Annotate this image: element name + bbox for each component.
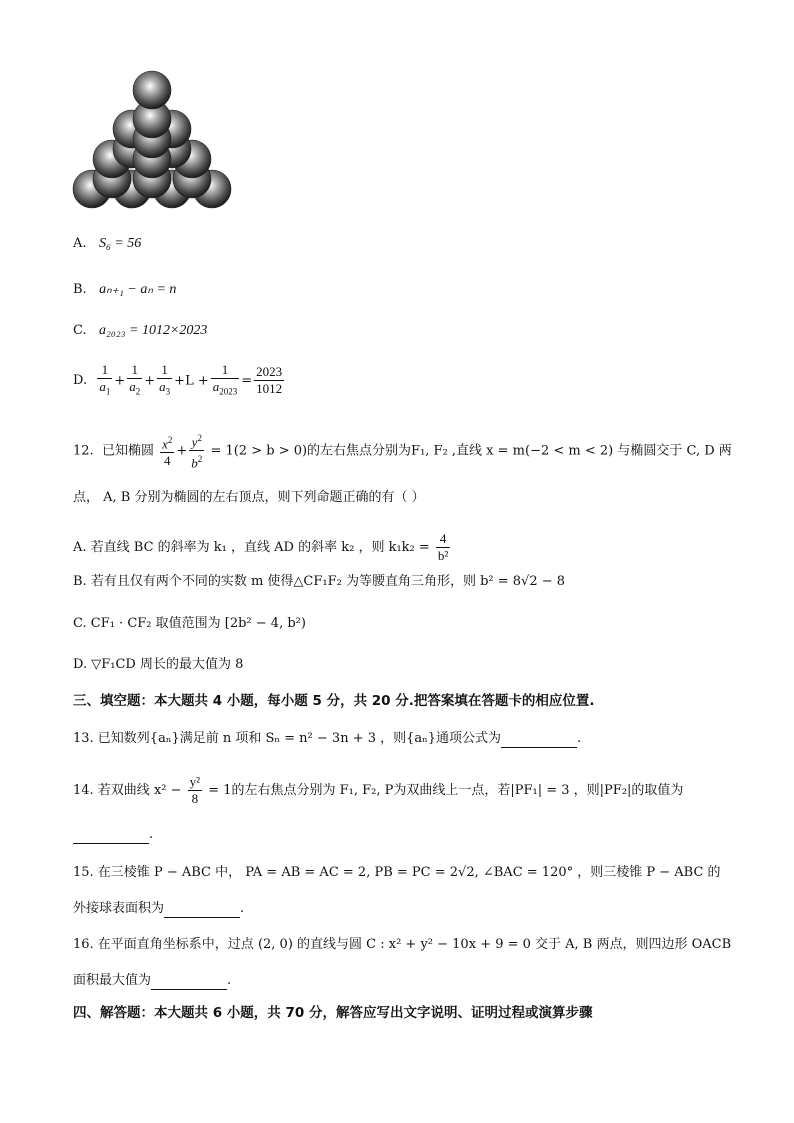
q11-option-c [73,322,207,340]
q14-line2: . [73,826,153,844]
q15-line2: 外接球表面积为 . [73,901,245,916]
q12-option-a: A. 若直线 BC 的斜率为 k₁ ，直线 AD 的斜率 k₂ ，则 k₁k₂ = $\frac{4}{\text{b²}}$ [73,531,449,563]
option-d-result: $\frac{2023}{1012}$ [256,364,283,397]
option-label: C. [73,323,87,338]
q12-option-b: B. 若有且仅有两个不同的实数 m 使得△CF₁F₂ 为等腰直角三角形，则 b² = 8√2 − 8 [73,574,566,589]
answer-blank [164,903,240,918]
q16-line2: 面积最大值为 . [73,973,232,988]
option-label: B. [73,282,87,297]
q13: 13. 已知数列{aₙ}满足前 n 项和 Sₙ = n² − 3n + 3 ，则{aₙ}通项公式为 . [73,731,582,746]
section-4-heading: 四、解答题：本大题共 6 小题，共 70 分，解答应写出文字说明、证明过程或演算步骤 [73,1005,593,1021]
q16-line1: 16. 在平面直角坐标系中，过点 (2, 0) 的直线与圆 C : x² + y² − 10x + 9 = 0 交于 A, B 两点，则四边形 OACB [73,937,732,952]
q14-line1: 14. 若双曲线 x² − $\frac{\text{y²}}{8}$ = 1的左右焦点分别为 F₁, F₂, P为双曲线上一点，若|PF₁| = 3 ，则|PF₂|的取值为 [73,774,684,806]
answer-blank [151,975,227,990]
q11-option-d: D. $\frac{1}{a_1}$ + $\frac{1}{a_2}$ + $\frac{1}{a_3}$ +L + $\frac{1}{a_{2023}}$ = $\frac{2023}{1012}$ [73,362,283,397]
option-text: a₂₀₂₃ = 1012×2023 [99,323,208,338]
answer-blank [73,829,149,844]
balls [73,71,231,208]
ball-pyramid-figure [70,70,240,220]
q11-option-b [73,281,176,299]
option-text: S₆ = 56 [98,236,142,251]
option-label: A. [73,236,87,251]
q15-line1: 15. 在三棱锥 P − ABC 中， PA = AB = AC = 2, PB = PC = 2√2, ∠BAC = 120° ，则三棱锥 P − ABC 的 [73,865,721,880]
answer-blank [501,733,577,748]
q12-option-c: C. CF₁ · CF₂ 取值范围为 [2b² − 4, b²) [73,616,306,631]
q12-stem-line2: 点， A, B 分别为椭圆的左右顶点，则下列命题正确的有（ ） [73,490,425,505]
option-label: D. [73,372,88,388]
q12-stem-line1: 12. 已知椭圆 $\frac{x^2}{4}$ + $\frac{y^2}{b^2}$ = 1(2 > b > 0)的左右焦点分别为F₁, F₂ ,直线 x = m(−2 < m < 2) 与椭圆交于 C, D 两 [73,430,732,472]
q11-option-a [73,235,141,253]
section-3-heading: 三、填空题：本大题共 4 小题，每小题 5 分，共 20 分.把答案填在答题卡的相应位置. [73,693,595,709]
q12-option-d: D. ▽F₁CD 周长的最大值为 8 [73,657,244,672]
option-text: aₙ₊₁ − aₙ = n [99,282,177,297]
